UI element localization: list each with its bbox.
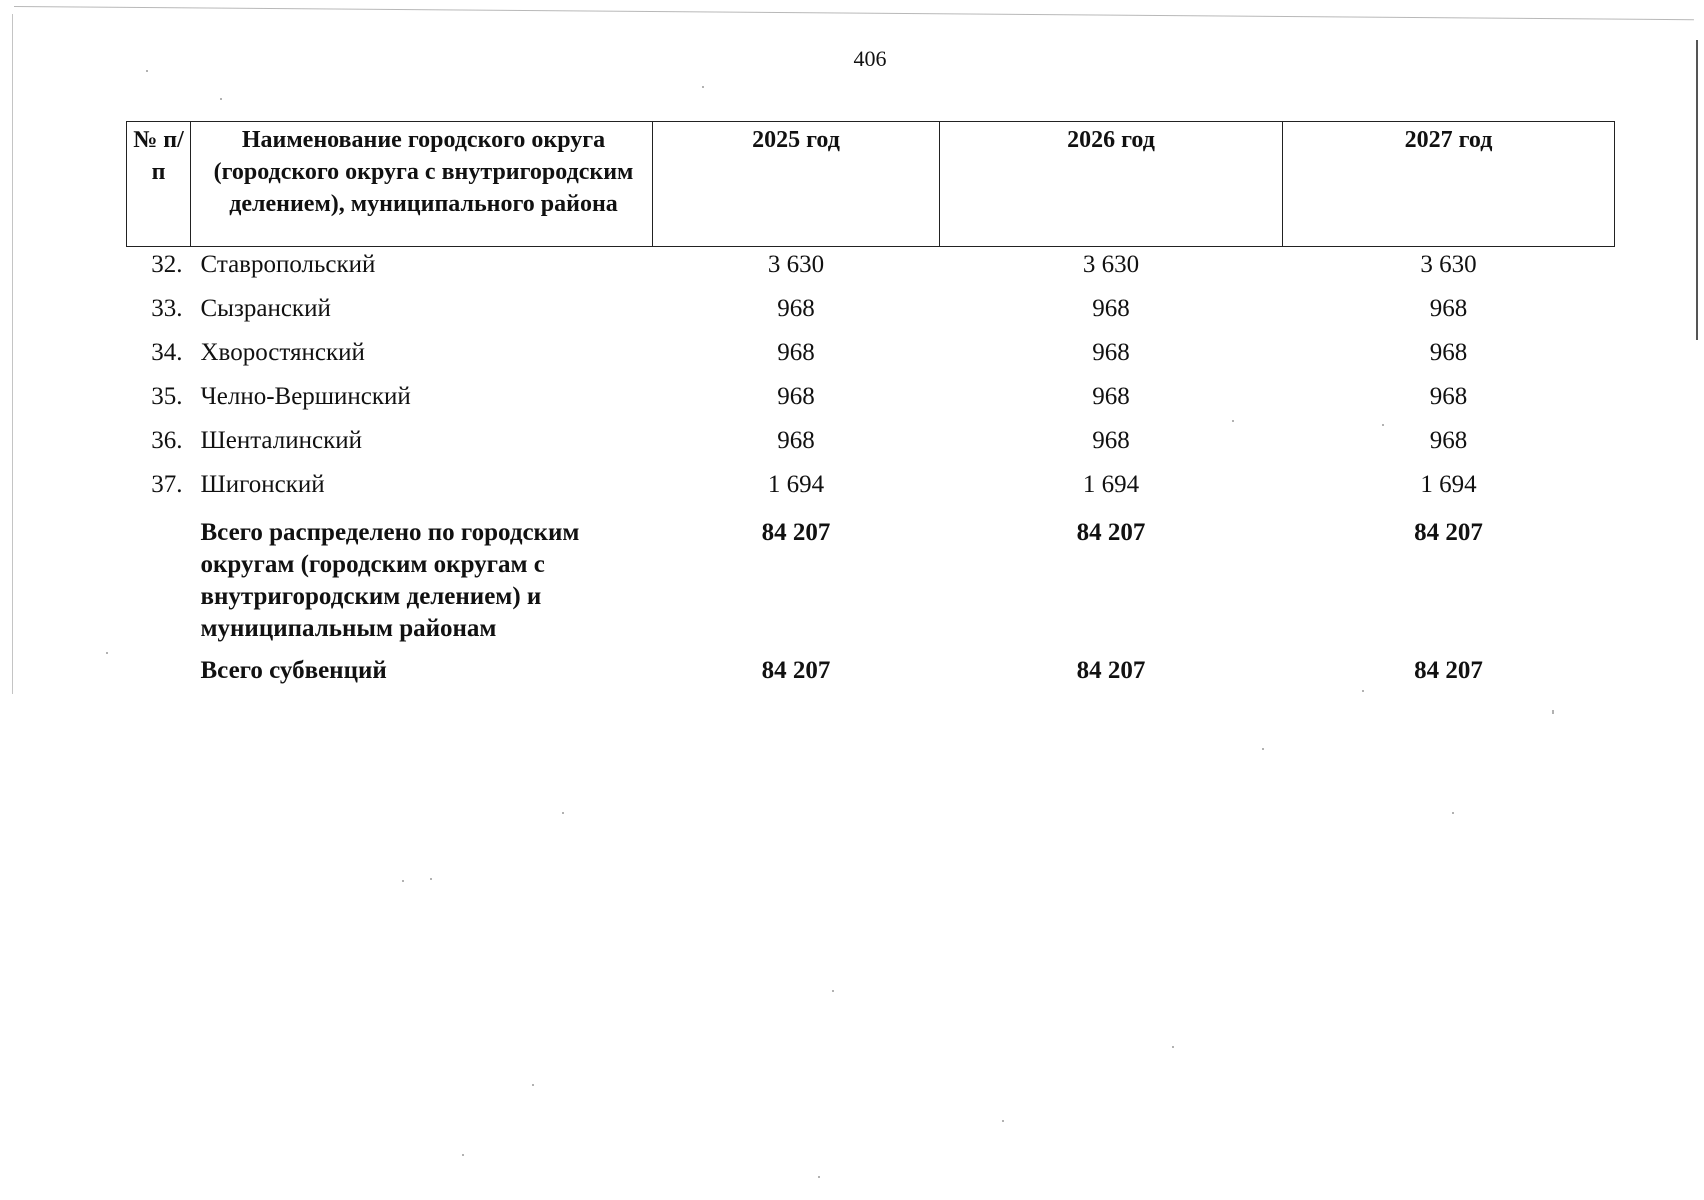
table-body bbox=[127, 247, 1615, 688]
table-header bbox=[127, 122, 1615, 247]
row-value-2027: 968 bbox=[1429, 383, 1468, 410]
row-value-2026: 968 bbox=[1092, 295, 1130, 322]
row-number: 37. bbox=[151, 471, 183, 498]
total-distributed-2026: 84 207 bbox=[1076, 519, 1146, 546]
row-value-2026: 3 630 bbox=[1082, 251, 1140, 278]
total-distributed-2027: 84 207 bbox=[1414, 519, 1483, 546]
total-distributed-2025: 84 207 bbox=[761, 519, 831, 546]
scan-speck bbox=[832, 990, 834, 992]
header-number: № п/п bbox=[127, 122, 191, 247]
row-municipality: Челно-Вершинский bbox=[200, 383, 411, 410]
row-value-2025: 968 bbox=[777, 295, 815, 322]
table-row bbox=[127, 247, 1615, 294]
row-value-2026: 968 bbox=[1092, 339, 1130, 366]
row-value-2025: 3 630 bbox=[767, 251, 825, 278]
scan-speck bbox=[402, 880, 404, 882]
total-number-empty bbox=[127, 513, 191, 655]
row-municipality: Сызранский bbox=[200, 295, 331, 322]
subvention-table bbox=[126, 121, 1615, 687]
table-row bbox=[127, 425, 1615, 469]
row-municipality: Хворостянский bbox=[200, 339, 365, 366]
scan-speck bbox=[1232, 420, 1234, 422]
scan-speck bbox=[106, 652, 108, 654]
row-value-2025: 1 694 bbox=[767, 471, 825, 498]
scan-edge-right bbox=[1696, 40, 1698, 340]
scan-speck bbox=[220, 98, 222, 100]
row-number: 33. bbox=[151, 295, 183, 322]
row-value-2026: 1 694 bbox=[1082, 471, 1140, 498]
total-subventions-2025: 84 207 bbox=[761, 657, 831, 684]
row-value-2027: 1 694 bbox=[1420, 471, 1477, 498]
row-value-2027: 968 bbox=[1429, 427, 1468, 454]
row-number: 32. bbox=[151, 251, 183, 278]
row-municipality: Шигонский bbox=[200, 471, 325, 498]
row-municipality: Шенталинский bbox=[200, 427, 362, 454]
scan-speck bbox=[702, 86, 704, 88]
scan-speck bbox=[462, 1154, 464, 1156]
total-subventions-2026: 84 207 bbox=[1076, 657, 1146, 684]
scan-speck bbox=[1002, 1120, 1004, 1122]
row-value-2027: 968 bbox=[1429, 295, 1468, 322]
scan-speck bbox=[1262, 748, 1264, 750]
total-subventions-label: Всего субвенций bbox=[200, 657, 387, 684]
header-year-2027: 2027 год bbox=[1283, 122, 1615, 247]
scan-speck bbox=[430, 878, 432, 880]
scan-edge-top bbox=[14, 6, 1694, 20]
scan-speck bbox=[1452, 812, 1454, 814]
row-value-2025: 968 bbox=[777, 383, 815, 410]
row-value-2025: 968 bbox=[777, 427, 815, 454]
table-row bbox=[127, 469, 1615, 513]
total-subventions-2027: 84 207 bbox=[1414, 657, 1483, 684]
table-row bbox=[127, 381, 1615, 425]
row-number: 36. bbox=[151, 427, 183, 454]
total-subventions-row bbox=[127, 655, 1615, 687]
grand-number-empty bbox=[127, 655, 191, 687]
scan-speck bbox=[532, 1084, 534, 1086]
row-number: 35. bbox=[151, 383, 183, 410]
row-value-2025: 968 bbox=[777, 339, 815, 366]
scan-speck bbox=[1172, 1046, 1174, 1048]
header-year-2025: 2025 год bbox=[653, 122, 940, 247]
row-value-2026: 968 bbox=[1092, 383, 1130, 410]
scan-edge-left bbox=[12, 14, 13, 694]
table-row bbox=[127, 337, 1615, 381]
header-municipality-name: Наименование городского округа (городского округа с внутригородским делением), муниципального района bbox=[191, 122, 653, 247]
scan-speck bbox=[1382, 424, 1384, 426]
row-value-2027: 3 630 bbox=[1420, 251, 1477, 278]
row-municipality: Ставропольский bbox=[200, 251, 376, 278]
row-value-2027: 968 bbox=[1429, 339, 1468, 366]
scan-speck bbox=[818, 1176, 820, 1178]
total-distributed-label: Всего распределено по городским округам (городским округам с внутригородским делением) и муниципальным районам bbox=[200, 519, 580, 642]
scan-speck bbox=[146, 70, 148, 72]
header-year-2026: 2026 год bbox=[940, 122, 1283, 247]
scan-speck bbox=[1552, 712, 1554, 714]
row-value-2026: 968 bbox=[1092, 427, 1130, 454]
row-number: 34. bbox=[151, 339, 183, 366]
total-distributed-row bbox=[127, 513, 1615, 655]
header-row bbox=[127, 122, 1615, 247]
scan-speck bbox=[1362, 690, 1364, 692]
page-number: 406 bbox=[853, 46, 887, 71]
scan-speck bbox=[562, 812, 564, 814]
table-row bbox=[127, 293, 1615, 337]
